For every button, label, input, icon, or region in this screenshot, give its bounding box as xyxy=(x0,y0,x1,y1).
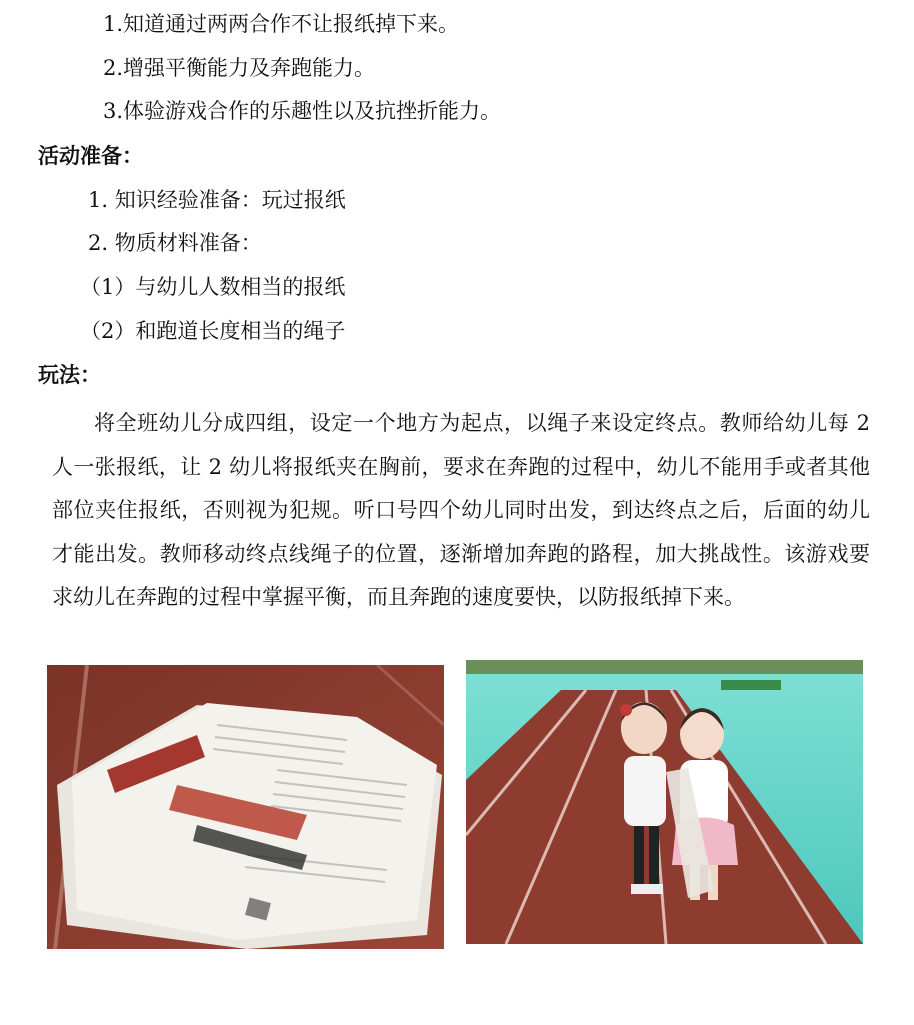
preparation-heading: 活动准备： xyxy=(38,143,143,168)
preparation-item-1: 1. 知识经验准备：玩过报纸 xyxy=(88,188,346,212)
objective-2: 2.增强平衡能力及奔跑能力。 xyxy=(103,56,376,80)
preparation-item-4: （2）和跑道长度相当的绳子 xyxy=(80,319,346,343)
objective-1: 1.知道通过两两合作不让报纸掉下来。 xyxy=(103,12,460,36)
gameplay-heading: 玩法： xyxy=(38,362,101,387)
newspaper-photo xyxy=(47,665,444,949)
preparation-item-2: 2. 物质材料准备： xyxy=(88,231,262,255)
objective-3: 3.体验游戏合作的乐趣性以及抗挫折能力。 xyxy=(103,99,502,123)
gameplay-paragraph: 将全班幼儿分成四组，设定一个地方为起点，以绳子来设定终点。教师给幼儿每 2 人一张报纸，让 2 幼儿将报纸夹在胸前，要求在奔跑的过程中，幼儿不能用手或者其他部位夹住报纸，否则视为犯规。听口号四个幼儿同时出发，到达终点之后，后面的幼儿才能出发。教师移动终点线绳子的位置，逐渐增加奔跑的路程，加大挑战性。该游戏要求幼儿在奔跑的过程中掌握平衡，而且奔跑的速度要快，以防报纸掉下来。 xyxy=(52,411,870,610)
children-photo xyxy=(466,660,863,944)
newspaper-photo-drawing xyxy=(47,665,444,949)
preparation-item-3: （1）与幼儿人数相当的报纸 xyxy=(80,275,346,299)
children-photo-drawing xyxy=(466,660,863,944)
